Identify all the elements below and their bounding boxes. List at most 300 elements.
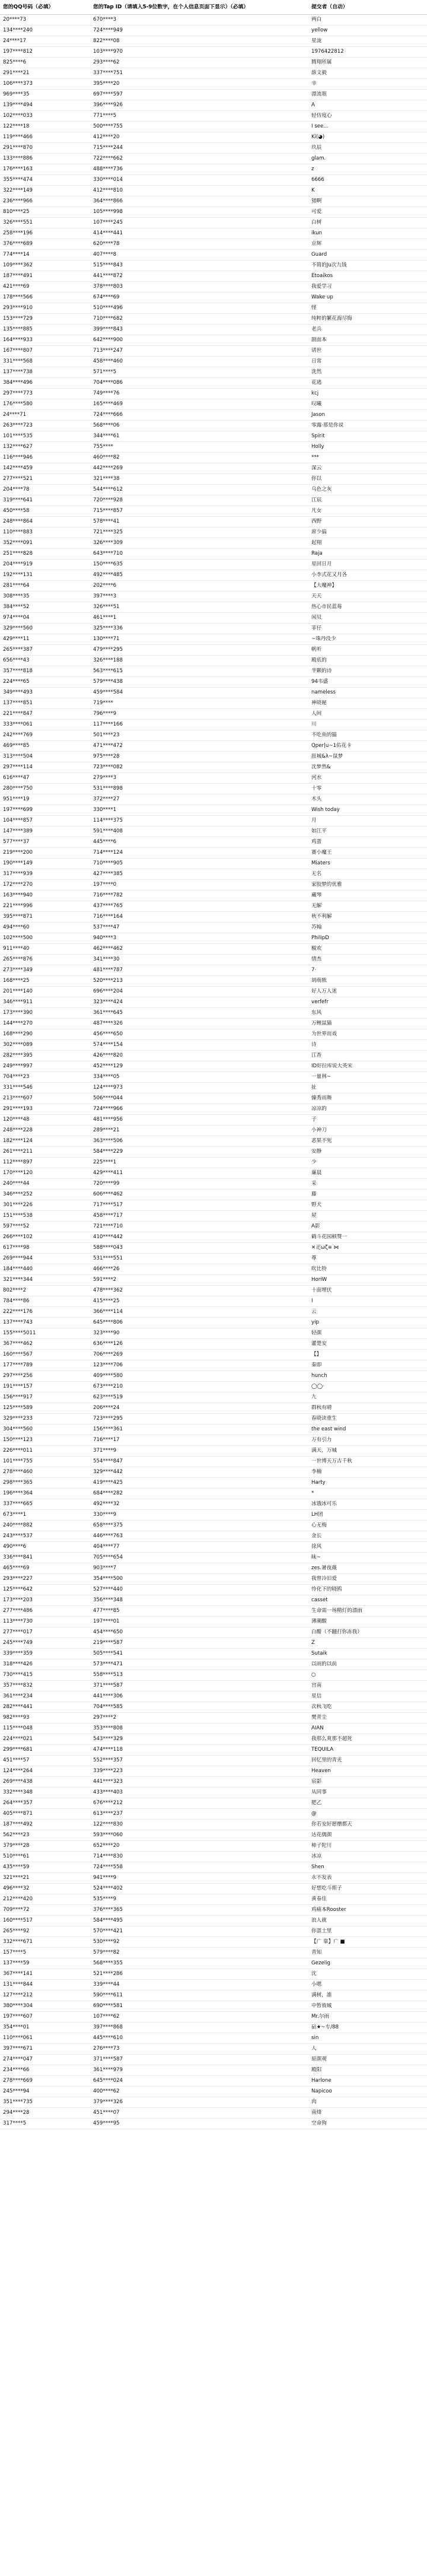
cell-submitter: 殿阳 bbox=[308, 2065, 427, 2076]
cell-submitter: 凡女 bbox=[308, 506, 427, 517]
table-row bbox=[0, 26, 427, 36]
cell-tap-id: 451****07 bbox=[90, 2108, 308, 2119]
table-row bbox=[0, 880, 427, 891]
table-row bbox=[0, 549, 427, 559]
cell-tap-id: 492****32 bbox=[90, 1499, 308, 1510]
cell-tap-id: 531****898 bbox=[90, 784, 308, 794]
cell-submitter: 无解 bbox=[308, 901, 427, 912]
cell-submitter: 1976422812 bbox=[308, 47, 427, 58]
cell-submitter: 十零 bbox=[308, 784, 427, 794]
cell-qq-number: 187****491 bbox=[0, 271, 90, 282]
cell-qq-number: 825****6 bbox=[0, 58, 90, 68]
cell-tap-id: 460****82 bbox=[90, 453, 308, 463]
header-tap-id: 您的Tap ID（请填入5-9位数字，在个人信息页面下显示）（必填） bbox=[90, 0, 308, 15]
cell-tap-id: 376****365 bbox=[90, 1905, 308, 1916]
table-row bbox=[0, 976, 427, 987]
cell-submitter: 小李式花又月各 bbox=[308, 570, 427, 581]
cell-tap-id: 326****51 bbox=[90, 602, 308, 613]
cell-tap-id: 544****612 bbox=[90, 485, 308, 495]
cell-qq-number: 361****234 bbox=[0, 1691, 90, 1702]
cell-submitter: 薛文毅 bbox=[308, 68, 427, 79]
table-row bbox=[0, 1275, 427, 1286]
table-row bbox=[0, 624, 427, 634]
cell-submitter: 如江平 bbox=[308, 826, 427, 837]
cell-tap-id: 506****044 bbox=[90, 1093, 308, 1104]
cell-qq-number: 450****58 bbox=[0, 506, 90, 517]
cell-qq-number: 291****870 bbox=[0, 143, 90, 154]
table-row bbox=[0, 1723, 427, 1734]
cell-qq-number: 317****5 bbox=[0, 2119, 90, 2129]
table-row bbox=[0, 1563, 427, 1574]
table-row bbox=[0, 944, 427, 955]
cell-qq-number: 184****440 bbox=[0, 1264, 90, 1275]
table-row bbox=[0, 1371, 427, 1382]
table-row bbox=[0, 1403, 427, 1414]
cell-submitter: LH团 bbox=[308, 1510, 427, 1521]
cell-qq-number: 201****140 bbox=[0, 987, 90, 997]
table-row bbox=[0, 538, 427, 549]
cell-submitter: 从同事 bbox=[308, 1788, 427, 1798]
table-row bbox=[0, 656, 427, 666]
cell-tap-id: 378****803 bbox=[90, 282, 308, 292]
cell-submitter: 吹比特 bbox=[308, 1264, 427, 1275]
cell-submitter: 沈梦然& bbox=[308, 762, 427, 773]
cell-tap-id: 676****212 bbox=[90, 1798, 308, 1809]
cell-submitter: 秦即 bbox=[308, 1360, 427, 1371]
cell-qq-number: 190****149 bbox=[0, 858, 90, 869]
cell-tap-id: 796****9 bbox=[90, 709, 308, 720]
table-row bbox=[0, 891, 427, 901]
cell-tap-id: 722****662 bbox=[90, 154, 308, 164]
table-row bbox=[0, 1061, 427, 1072]
cell-tap-id: 578****41 bbox=[90, 517, 308, 527]
cell-qq-number: 269****944 bbox=[0, 1254, 90, 1264]
cell-tap-id: 570****421 bbox=[90, 1926, 308, 1937]
cell-tap-id: 706****269 bbox=[90, 1350, 308, 1360]
cell-qq-number: 122****18 bbox=[0, 122, 90, 132]
cell-qq-number: 245****749 bbox=[0, 1638, 90, 1649]
cell-qq-number: 265****92 bbox=[0, 1926, 90, 1937]
cell-submitter: 砧★~专/88 bbox=[308, 2022, 427, 2033]
cell-submitter: 可爱 bbox=[308, 207, 427, 218]
cell-tap-id: 573****471 bbox=[90, 1659, 308, 1670]
cell-submitter: 白醋（不翻打你冻我） bbox=[308, 1627, 427, 1638]
cell-qq-number: 219****200 bbox=[0, 848, 90, 858]
cell-qq-number: 405****871 bbox=[0, 1809, 90, 1820]
cell-submitter: 云 bbox=[308, 1307, 427, 1318]
table-row bbox=[0, 1542, 427, 1553]
cell-qq-number: 178****566 bbox=[0, 292, 90, 303]
cell-tap-id: 429****411 bbox=[90, 1168, 308, 1179]
cell-submitter: 苏翰 bbox=[308, 923, 427, 933]
table-row bbox=[0, 762, 427, 773]
cell-submitter: ✕疋ωζ≡ ⋈ bbox=[308, 1243, 427, 1254]
table-row bbox=[0, 912, 427, 923]
cell-submitter: z bbox=[308, 164, 427, 175]
cell-tap-id: 492****485 bbox=[90, 570, 308, 581]
table-row bbox=[0, 1937, 427, 1948]
table-row bbox=[0, 1659, 427, 1670]
cell-tap-id: 407****8 bbox=[90, 250, 308, 260]
cell-tap-id: 487****326 bbox=[90, 1019, 308, 1029]
cell-submitter: 胡萌熊 bbox=[308, 976, 427, 987]
cell-qq-number: 318****426 bbox=[0, 1659, 90, 1670]
cell-submitter: Napicoo bbox=[308, 2087, 427, 2097]
cell-submitter: 南烽 bbox=[308, 2108, 427, 2119]
cell-submitter: the east wind bbox=[308, 1424, 427, 1435]
table-row bbox=[0, 1200, 427, 1211]
cell-qq-number: 110****883 bbox=[0, 527, 90, 538]
cell-qq-number: 354****01 bbox=[0, 2022, 90, 2033]
cell-submitter: 回忆里的青光 bbox=[308, 1756, 427, 1766]
cell-tap-id: 321****38 bbox=[90, 474, 308, 485]
cell-tap-id: 537****47 bbox=[90, 923, 308, 933]
cell-submitter: 采 bbox=[308, 1179, 427, 1190]
cell-qq-number: 384****496 bbox=[0, 378, 90, 389]
table-row bbox=[0, 58, 427, 68]
cell-submitter: 94韦盛 bbox=[308, 677, 427, 688]
cell-qq-number: 245****94 bbox=[0, 2087, 90, 2097]
cell-qq-number: 173****203 bbox=[0, 1595, 90, 1606]
cell-submitter: 星信 bbox=[308, 1691, 427, 1702]
cell-tap-id: 749****76 bbox=[90, 389, 308, 399]
cell-submitter: @ bbox=[308, 1809, 427, 1820]
table-row bbox=[0, 15, 427, 26]
cell-submitter: 慷秀而舞 bbox=[308, 1093, 427, 1104]
cell-submitter: 十面埋伏 bbox=[308, 1286, 427, 1296]
cell-qq-number: 357****832 bbox=[0, 1681, 90, 1691]
cell-submitter: Raja bbox=[308, 549, 427, 559]
table-row bbox=[0, 858, 427, 869]
cell-submitter: 青知 bbox=[308, 1948, 427, 1958]
cell-qq-number: 144****270 bbox=[0, 1019, 90, 1029]
cell-qq-number: 119****466 bbox=[0, 132, 90, 143]
cell-submitter: 安静 bbox=[308, 1147, 427, 1157]
cell-tap-id: 521****286 bbox=[90, 1969, 308, 1980]
cell-tap-id: 371****9 bbox=[90, 1446, 308, 1456]
cell-qq-number: 134****240 bbox=[0, 26, 90, 36]
cell-submitter: Spirit bbox=[308, 431, 427, 442]
cell-qq-number: 496****32 bbox=[0, 1884, 90, 1894]
table-row bbox=[0, 634, 427, 645]
table-row bbox=[0, 923, 427, 933]
cell-submitter: yellow bbox=[308, 26, 427, 36]
cell-qq-number: 212****420 bbox=[0, 1894, 90, 1905]
cell-qq-number: 730****415 bbox=[0, 1670, 90, 1681]
cell-qq-number: 911****40 bbox=[0, 944, 90, 955]
cell-tap-id: 197****01 bbox=[90, 1617, 308, 1627]
cell-submitter: Z bbox=[308, 1638, 427, 1649]
cell-submitter: 廉晨 bbox=[308, 1168, 427, 1179]
cell-tap-id: 771****5 bbox=[90, 111, 308, 122]
cell-submitter: 西野 bbox=[308, 517, 427, 527]
cell-submitter: 鸡蛋 bbox=[308, 837, 427, 848]
cell-qq-number: 281****64 bbox=[0, 581, 90, 591]
table-row bbox=[0, 1414, 427, 1424]
cell-qq-number: 24****17 bbox=[0, 36, 90, 47]
cell-qq-number: 469****85 bbox=[0, 741, 90, 752]
cell-submitter: verfefr bbox=[308, 997, 427, 1008]
cell-submitter: 情杰 bbox=[308, 955, 427, 965]
cell-tap-id: 474****118 bbox=[90, 1745, 308, 1756]
table-row bbox=[0, 431, 427, 442]
table-row bbox=[0, 613, 427, 624]
cell-tap-id: 123****706 bbox=[90, 1360, 308, 1371]
cell-qq-number: 20****73 bbox=[0, 15, 90, 26]
cell-tap-id: 670****3 bbox=[90, 15, 308, 26]
cell-submitter: 白树 bbox=[308, 218, 427, 228]
cell-submitter: 达花儒颜 bbox=[308, 1830, 427, 1841]
cell-qq-number: 265****387 bbox=[0, 645, 90, 656]
cell-tap-id: 593****060 bbox=[90, 1830, 308, 1841]
table-row bbox=[0, 2012, 427, 2022]
table-row bbox=[0, 559, 427, 570]
cell-tap-id: 673****210 bbox=[90, 1382, 308, 1392]
cell-submitter: 玖辰 bbox=[308, 143, 427, 154]
cell-submitter: 我那么爽那不超死 bbox=[308, 1734, 427, 1745]
cell-tap-id: 397****868 bbox=[90, 2022, 308, 2033]
table-row bbox=[0, 1788, 427, 1798]
cell-qq-number: 197****699 bbox=[0, 805, 90, 816]
table-row bbox=[0, 517, 427, 527]
table-row bbox=[0, 1222, 427, 1232]
cell-qq-number: 293****910 bbox=[0, 303, 90, 314]
table-row bbox=[0, 1190, 427, 1200]
cell-submitter: 小嗯 bbox=[308, 1980, 427, 1990]
cell-submitter: kcj bbox=[308, 389, 427, 399]
cell-tap-id: 723****295 bbox=[90, 1414, 308, 1424]
cell-qq-number: 197****607 bbox=[0, 2012, 90, 2022]
cell-tap-id: 105****998 bbox=[90, 207, 308, 218]
cell-tap-id: 122****830 bbox=[90, 1820, 308, 1830]
cell-tap-id: 716****164 bbox=[90, 912, 308, 923]
cell-submitter: Holly bbox=[308, 442, 427, 453]
table-row bbox=[0, 773, 427, 784]
table-row bbox=[0, 1820, 427, 1830]
cell-submitter: Guard bbox=[308, 250, 427, 260]
cell-submitter: 中暂彼城 bbox=[308, 2001, 427, 2012]
cell-submitter: 椒欢 bbox=[308, 944, 427, 955]
cell-qq-number: 139****494 bbox=[0, 100, 90, 111]
cell-submitter: 京辉 bbox=[308, 239, 427, 250]
table-row bbox=[0, 399, 427, 410]
cell-tap-id: 114****375 bbox=[90, 816, 308, 826]
cell-submitter: 鹤斗花园顿赞一 bbox=[308, 1232, 427, 1243]
cell-submitter: 九 bbox=[308, 1392, 427, 1403]
cell-submitter: 李楠 bbox=[308, 1467, 427, 1478]
cell-qq-number: 333****061 bbox=[0, 720, 90, 730]
cell-qq-number: 317****939 bbox=[0, 869, 90, 880]
cell-qq-number: 332****348 bbox=[0, 1788, 90, 1798]
table-row bbox=[0, 1328, 427, 1339]
cell-tap-id: 330****014 bbox=[90, 175, 308, 186]
table-row bbox=[0, 730, 427, 741]
cell-tap-id: 588****043 bbox=[90, 1243, 308, 1254]
cell-qq-number: 137****743 bbox=[0, 1318, 90, 1328]
cell-submitter: 肥乙 bbox=[308, 1798, 427, 1809]
cell-submitter: 江香 bbox=[308, 1051, 427, 1061]
table-row bbox=[0, 1136, 427, 1147]
table-row bbox=[0, 1051, 427, 1061]
cell-submitter: sin bbox=[308, 2033, 427, 2044]
cell-qq-number: 182****124 bbox=[0, 1136, 90, 1147]
table-row bbox=[0, 239, 427, 250]
cell-qq-number: 104****857 bbox=[0, 816, 90, 826]
cell-tap-id: 458****717 bbox=[90, 1211, 308, 1222]
table-row bbox=[0, 1264, 427, 1275]
cell-tap-id: 505****541 bbox=[90, 1649, 308, 1659]
cell-tap-id: 107****62 bbox=[90, 2012, 308, 2022]
cell-tap-id: 527****440 bbox=[90, 1585, 308, 1595]
cell-submitter: 半颗的诗 bbox=[308, 666, 427, 677]
table-row bbox=[0, 79, 427, 90]
cell-tap-id: 297****2 bbox=[90, 1713, 308, 1723]
cell-qq-number: 465****69 bbox=[0, 1563, 90, 1574]
cell-submitter: 轻颜 bbox=[308, 1328, 427, 1339]
cell-tap-id: 293****62 bbox=[90, 58, 308, 68]
cell-tap-id: 344****61 bbox=[90, 431, 308, 442]
cell-submitter: 以雨的以前 bbox=[308, 1659, 427, 1670]
cell-qq-number: 269****438 bbox=[0, 1777, 90, 1788]
cell-qq-number: 302****089 bbox=[0, 1040, 90, 1051]
cell-tap-id: 584****229 bbox=[90, 1147, 308, 1157]
cell-submitter: 叹曦 bbox=[308, 399, 427, 410]
cell-submitter: 你以 bbox=[308, 474, 427, 485]
cell-tap-id: 755**** bbox=[90, 442, 308, 453]
cell-submitter: 群秋有晴 bbox=[308, 1403, 427, 1414]
cell-tap-id: 710****682 bbox=[90, 314, 308, 325]
cell-qq-number: 510****61 bbox=[0, 1852, 90, 1862]
cell-tap-id: 652****20 bbox=[90, 1841, 308, 1852]
cell-qq-number: 336****841 bbox=[0, 1553, 90, 1563]
cell-qq-number: 176****163 bbox=[0, 164, 90, 175]
table-row bbox=[0, 869, 427, 880]
cell-tap-id: 130****71 bbox=[90, 634, 308, 645]
cell-submitter: Qper|u~1佑花卡 bbox=[308, 741, 427, 752]
cell-tap-id: 353****808 bbox=[90, 1723, 308, 1734]
cell-qq-number: 172****270 bbox=[0, 880, 90, 891]
cell-tap-id: 334****05 bbox=[90, 1072, 308, 1083]
cell-qq-number: 656****43 bbox=[0, 656, 90, 666]
cell-tap-id: 404****77 bbox=[90, 1542, 308, 1553]
cell-qq-number: 397****671 bbox=[0, 2044, 90, 2055]
table-row bbox=[0, 463, 427, 474]
table-row bbox=[0, 68, 427, 79]
cell-submitter: A影 bbox=[308, 1222, 427, 1232]
cell-tap-id: 684****282 bbox=[90, 1489, 308, 1499]
cell-submitter: 黄春佳 bbox=[308, 1894, 427, 1905]
table-row bbox=[0, 1254, 427, 1264]
cell-submitter: 日常 bbox=[308, 357, 427, 367]
table-row bbox=[0, 666, 427, 677]
cell-qq-number: 282****395 bbox=[0, 1051, 90, 1061]
cell-submitter: 宫南 bbox=[308, 1681, 427, 1691]
cell-qq-number: 168****25 bbox=[0, 976, 90, 987]
cell-submitter: 原颜观 bbox=[308, 2055, 427, 2065]
cell-tap-id: 459****584 bbox=[90, 688, 308, 698]
table-row bbox=[0, 485, 427, 495]
table-row bbox=[0, 421, 427, 431]
cell-tap-id: 202****6 bbox=[90, 581, 308, 591]
cell-tap-id: 371****587 bbox=[90, 1681, 308, 1691]
cell-submitter: casset bbox=[308, 1595, 427, 1606]
cell-qq-number: 321****344 bbox=[0, 1275, 90, 1286]
cell-qq-number: 261****211 bbox=[0, 1147, 90, 1157]
table-row bbox=[0, 1702, 427, 1713]
cell-submitter: Sutaik bbox=[308, 1649, 427, 1659]
table-row bbox=[0, 1521, 427, 1531]
cell-tap-id: 399****843 bbox=[90, 325, 308, 335]
table-row bbox=[0, 2076, 427, 2087]
cell-submitter: 一量林~ bbox=[308, 1072, 427, 1083]
table-row bbox=[0, 474, 427, 485]
cell-tap-id: 366****114 bbox=[90, 1307, 308, 1318]
cell-tap-id: 414****441 bbox=[90, 228, 308, 239]
cell-qq-number: 113****730 bbox=[0, 1617, 90, 1627]
cell-tap-id: 466****26 bbox=[90, 1264, 308, 1275]
cell-submitter: 月 bbox=[308, 816, 427, 826]
cell-tap-id: 456****650 bbox=[90, 1029, 308, 1040]
cell-submitter: 我爱学习 bbox=[308, 282, 427, 292]
table-row bbox=[0, 1916, 427, 1926]
table-row bbox=[0, 1617, 427, 1627]
cell-tap-id: 379****326 bbox=[90, 2097, 308, 2108]
cell-submitter: 尊 bbox=[308, 1254, 427, 1264]
cell-qq-number: 110****061 bbox=[0, 2033, 90, 2044]
cell-tap-id: 720****928 bbox=[90, 495, 308, 506]
cell-qq-number: 236****966 bbox=[0, 196, 90, 207]
cell-qq-number: 249****997 bbox=[0, 1061, 90, 1072]
table-row bbox=[0, 346, 427, 357]
cell-qq-number: 273****349 bbox=[0, 965, 90, 976]
cell-tap-id: 658****375 bbox=[90, 1521, 308, 1531]
cell-submitter: 【广 靠】广 ■ bbox=[308, 1937, 427, 1948]
cell-submitter: 心无梅 bbox=[308, 1521, 427, 1531]
table-row bbox=[0, 1168, 427, 1179]
cell-tap-id: 419****425 bbox=[90, 1478, 308, 1489]
cell-qq-number: 115****048 bbox=[0, 1723, 90, 1734]
cell-qq-number: 367****141 bbox=[0, 1969, 90, 1980]
cell-qq-number: 704****23 bbox=[0, 1072, 90, 1083]
cell-submitter: 野犬 bbox=[308, 1200, 427, 1211]
cell-tap-id: 441****306 bbox=[90, 1691, 308, 1702]
cell-tap-id: 543****329 bbox=[90, 1734, 308, 1745]
cell-tap-id: 558****513 bbox=[90, 1670, 308, 1681]
cell-tap-id: 515****843 bbox=[90, 260, 308, 271]
table-row bbox=[0, 1318, 427, 1328]
cell-tap-id: 717****517 bbox=[90, 1200, 308, 1211]
table-row bbox=[0, 709, 427, 720]
cell-submitter: 辛 bbox=[308, 79, 427, 90]
cell-tap-id: 704****086 bbox=[90, 378, 308, 389]
cell-tap-id: 445****610 bbox=[90, 2033, 308, 2044]
cell-submitter: TEQUILA bbox=[308, 1745, 427, 1756]
table-row bbox=[0, 282, 427, 292]
cell-tap-id: 568****06 bbox=[90, 421, 308, 431]
cell-qq-number: 101****535 bbox=[0, 431, 90, 442]
cell-tap-id: 713****247 bbox=[90, 346, 308, 357]
cell-submitter: PhilipD bbox=[308, 933, 427, 944]
table-row bbox=[0, 1595, 427, 1606]
cell-qq-number: 204****78 bbox=[0, 485, 90, 495]
cell-submitter: * bbox=[308, 1489, 427, 1499]
cell-qq-number: 379****28 bbox=[0, 1841, 90, 1852]
cell-tap-id: 591****2 bbox=[90, 1275, 308, 1286]
cell-qq-number: 951****19 bbox=[0, 794, 90, 805]
table-row bbox=[0, 1339, 427, 1350]
cell-submitter: 万有引力 bbox=[308, 1435, 427, 1446]
table-row bbox=[0, 1627, 427, 1638]
